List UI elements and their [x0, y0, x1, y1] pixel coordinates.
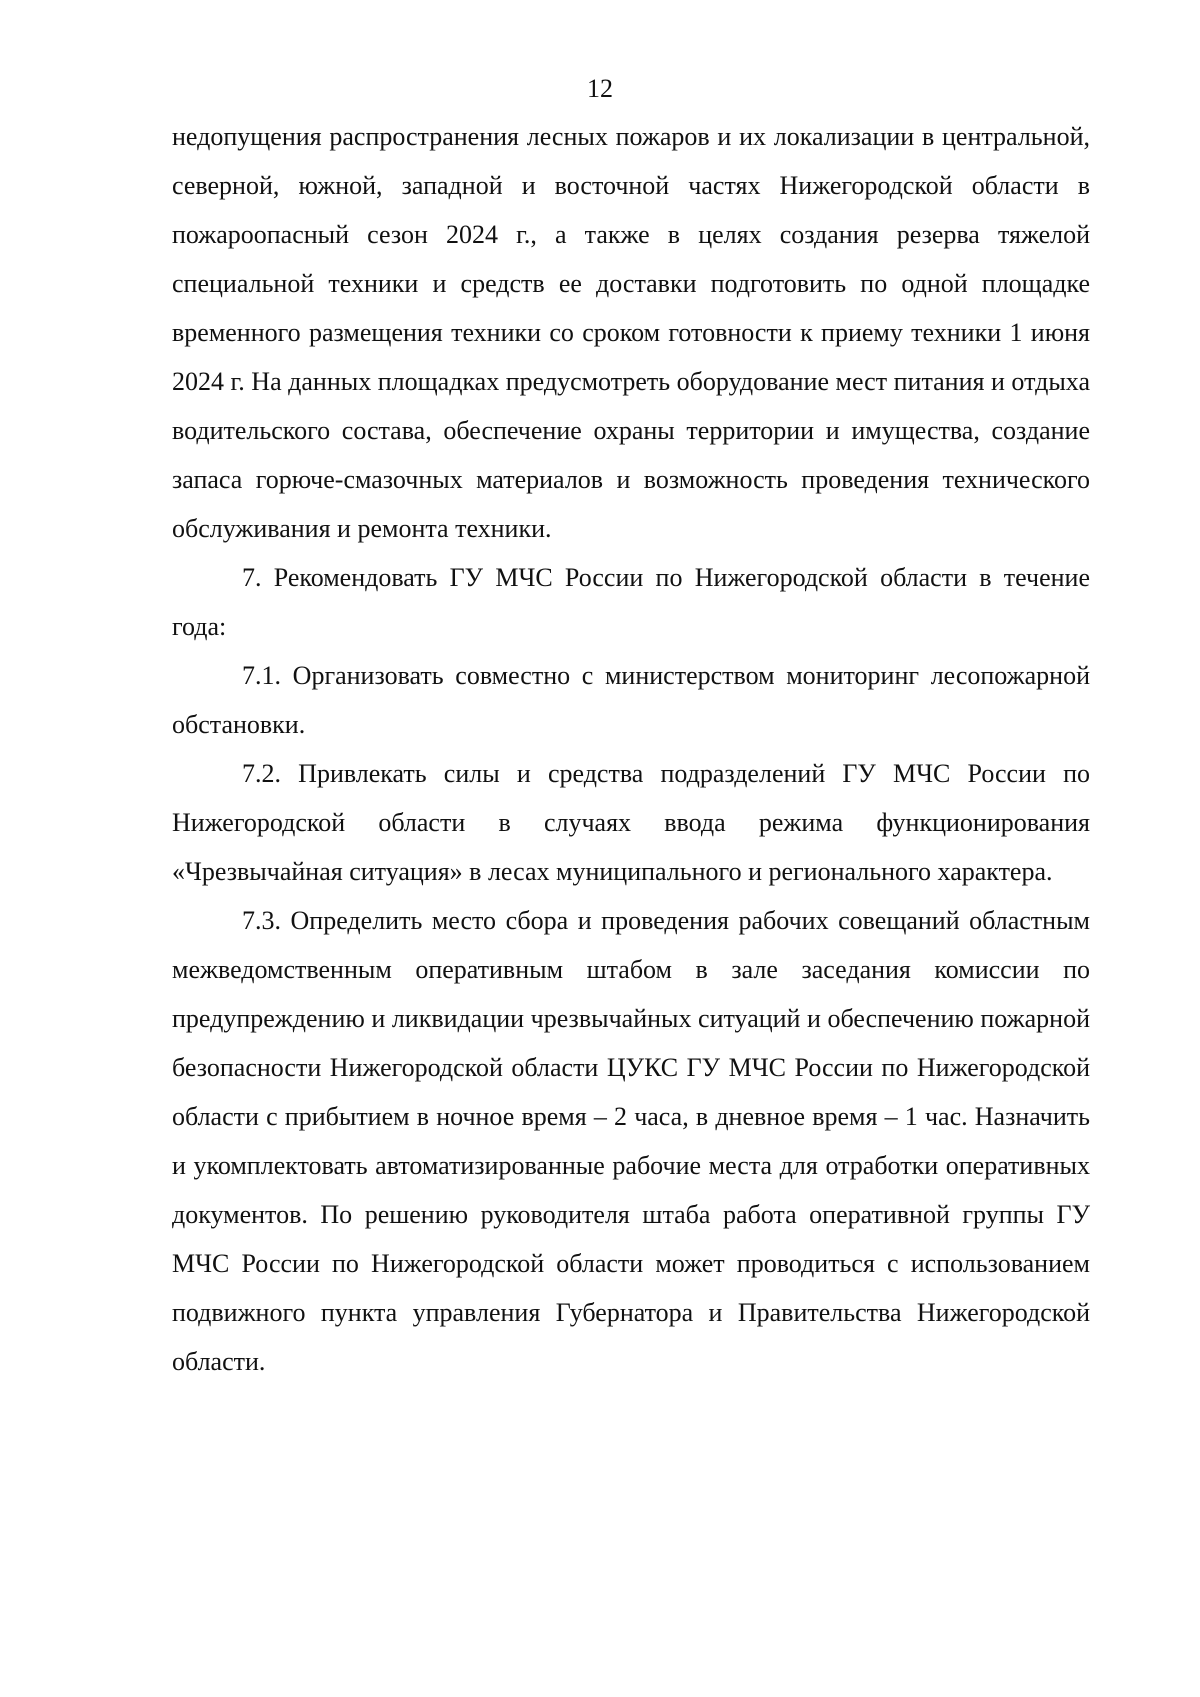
- paragraph-item-7-1: 7.1. Организовать совместно с министерством мониторинг лесопожарной обстановки.: [172, 661, 1090, 739]
- paragraph-item-7: 7. Рекомендовать ГУ МЧС России по Нижегородской области в течение года:: [172, 563, 1090, 641]
- paragraph-item-7-2: 7.2. Привлекать силы и средства подразделений ГУ МЧС России по Нижегородской области в случаях ввода режима функционирования «Чрезвычайная ситуация» в лесах муниципального и регионального характера.: [172, 759, 1090, 886]
- paragraph-continuation: недопущения распространения лесных пожаров и их локализации в центральной, северной, южной, западной и восточной частях Нижегородской области в пожароопасный сезон 2024 г., а также в целях создания резерва тяжелой специальной техники и средств ее доставки подготовить по одной площадке временного размещения техники со сроком готовности к приему техники 1 июня 2024 г. На данных площадках предусмотреть оборудование мест питания и отдыха водительского состава, обеспечение охраны территории и имущества, создание запаса горюче-смазочных материалов и возможность проведения технического обслуживания и ремонта техники.: [172, 122, 1090, 543]
- document-body: [172, 112, 1090, 1386]
- page-number: 12: [587, 74, 613, 103]
- paragraph-item-7-3: 7.3. Определить место сбора и проведения рабочих совещаний областным межведомственным оперативным штабом в зале заседания комиссии по предупреждению и ликвидации чрезвычайных ситуаций и обеспечению пожарной безопасности Нижегородской области ЦУКС ГУ МЧС России по Нижегородской области с прибытием в ночное время – 2 часа, в дневное время – 1 час. Назначить и укомплектовать автоматизированные рабочие места для отработки оперативных документов. По решению руководителя штаба работа оперативной группы ГУ МЧС России по Нижегородской области может проводиться с использованием подвижного пункта управления Губернатора и Правительства Нижегородской области.: [172, 906, 1090, 1376]
